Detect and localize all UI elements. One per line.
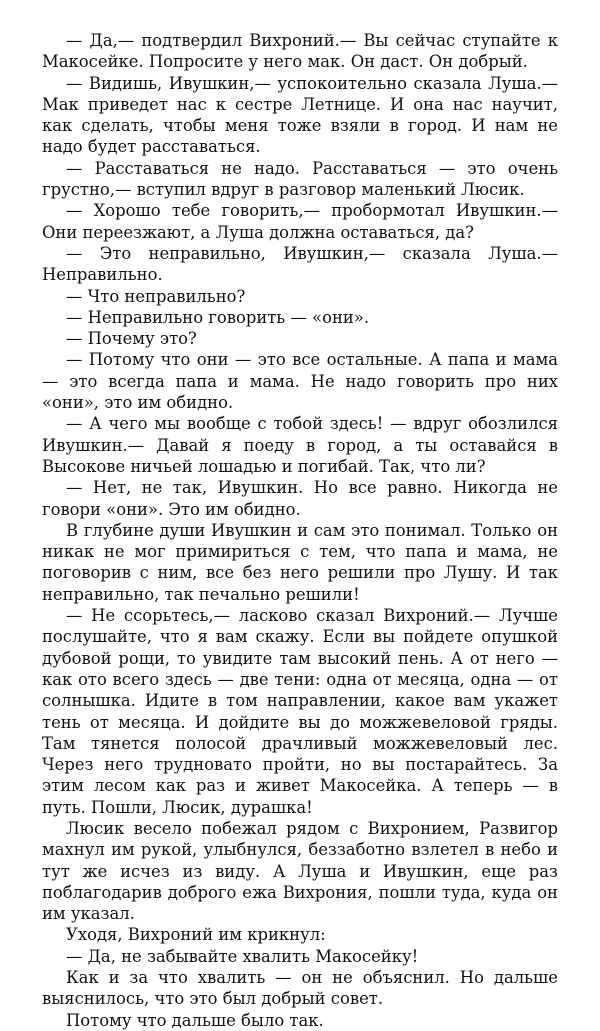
paragraph: — Что неправильно? [66, 286, 246, 306]
paragraph: Как и за что хвалить — он не объяснил. Но дальше выяснилось, что это был добрый совет. [42, 968, 558, 1009]
paragraph: — Неправильно говорить — «они». [66, 307, 370, 327]
paragraph: В глубине души Ивушкин и сам это понимал. Только он никак не мог примириться с тем, что папа и мама, не поговорив с ним, все без него решили про Лушу. И так неправильно, так печально решили! [42, 520, 558, 604]
paragraph: — Видишь, Ивушкин,— успокоительно сказала Луша.— Мак приведет нас к сестре Летнице. И она нас научит, как сделать, чтобы меня тоже взяли в город. И нам не надо будет расставаться. [42, 73, 558, 157]
page-text [42, 30, 558, 1031]
paragraph: — Не ссорьтесь,— ласково сказал Вихроний.— Лучше послушайте, что я вам скажу. Если вы пойдете опушкой дубовой рощи, то увидите там высокий пень. А от него — как ото всего здесь — две тени: одна от месяца, одна — от солнышка. Идите в том направлении, какое вам укажет тень от месяца. И дойдите вы до можжевеловой гряды. Там тянется полосой драчливый можжевеловый лес. Через него трудновато пройти, но вы постарайтесь. За этим лесом как раз и живет Макосейка. А теперь — в путь. Пошли, Люсик, дурашка! [42, 606, 558, 817]
paragraph: Уходя, Вихроний им крикнул: [66, 925, 326, 945]
paragraph: — А чего мы вообще с тобой здесь! — вдруг обозлился Ивушкин.— Давай я поеду в город, а ты оставайся в Высокове ничьей лошадью и погибай. Так, что ли? [42, 414, 558, 476]
paragraph: — Да,— подтвердил Вихроний.— Вы сейчас ступайте к Макосейке. Попросите у него мак. Он даст. Он добрый. [42, 31, 558, 72]
paragraph: — Это неправильно, Ивушкин,— сказала Луша.— Неправильно. [42, 243, 558, 285]
paragraph: — Нет, не так, Ивушкин. Но все равно. Никогда не говори «они». Это им обидно. [42, 478, 558, 519]
paragraph: — Расставаться не надо. Расставаться — это очень грустно,— вступил вдруг в разговор маленький Люсик. [42, 158, 558, 200]
paragraph: — Потому что они — это все остальные. А папа и мама — это всегда папа и мама. Не надо говорить про них «они», это им обидно. [42, 350, 558, 413]
paragraph: Люсик весело побежал рядом с Вихронием, Развигор махнул им рукой, улыбнулся, беззаботно взлетел в небо и тут же исчез из виду. А Луша и Ивушкин, еще раз поблагодарив доброго ежа Вихрония, пошли туда, куда он им указал. [42, 818, 558, 924]
paragraph: — Хорошо тебе говорить,— пробормотал Ивушкин.— Они переезжают, а Луша должна оставаться, да? [42, 201, 558, 242]
paragraph: — Да, не забывайте хвалить Макосейку! [66, 946, 419, 966]
paragraph: Потому что дальше было так. [66, 1010, 324, 1030]
paragraph: — Почему это? [66, 329, 197, 349]
